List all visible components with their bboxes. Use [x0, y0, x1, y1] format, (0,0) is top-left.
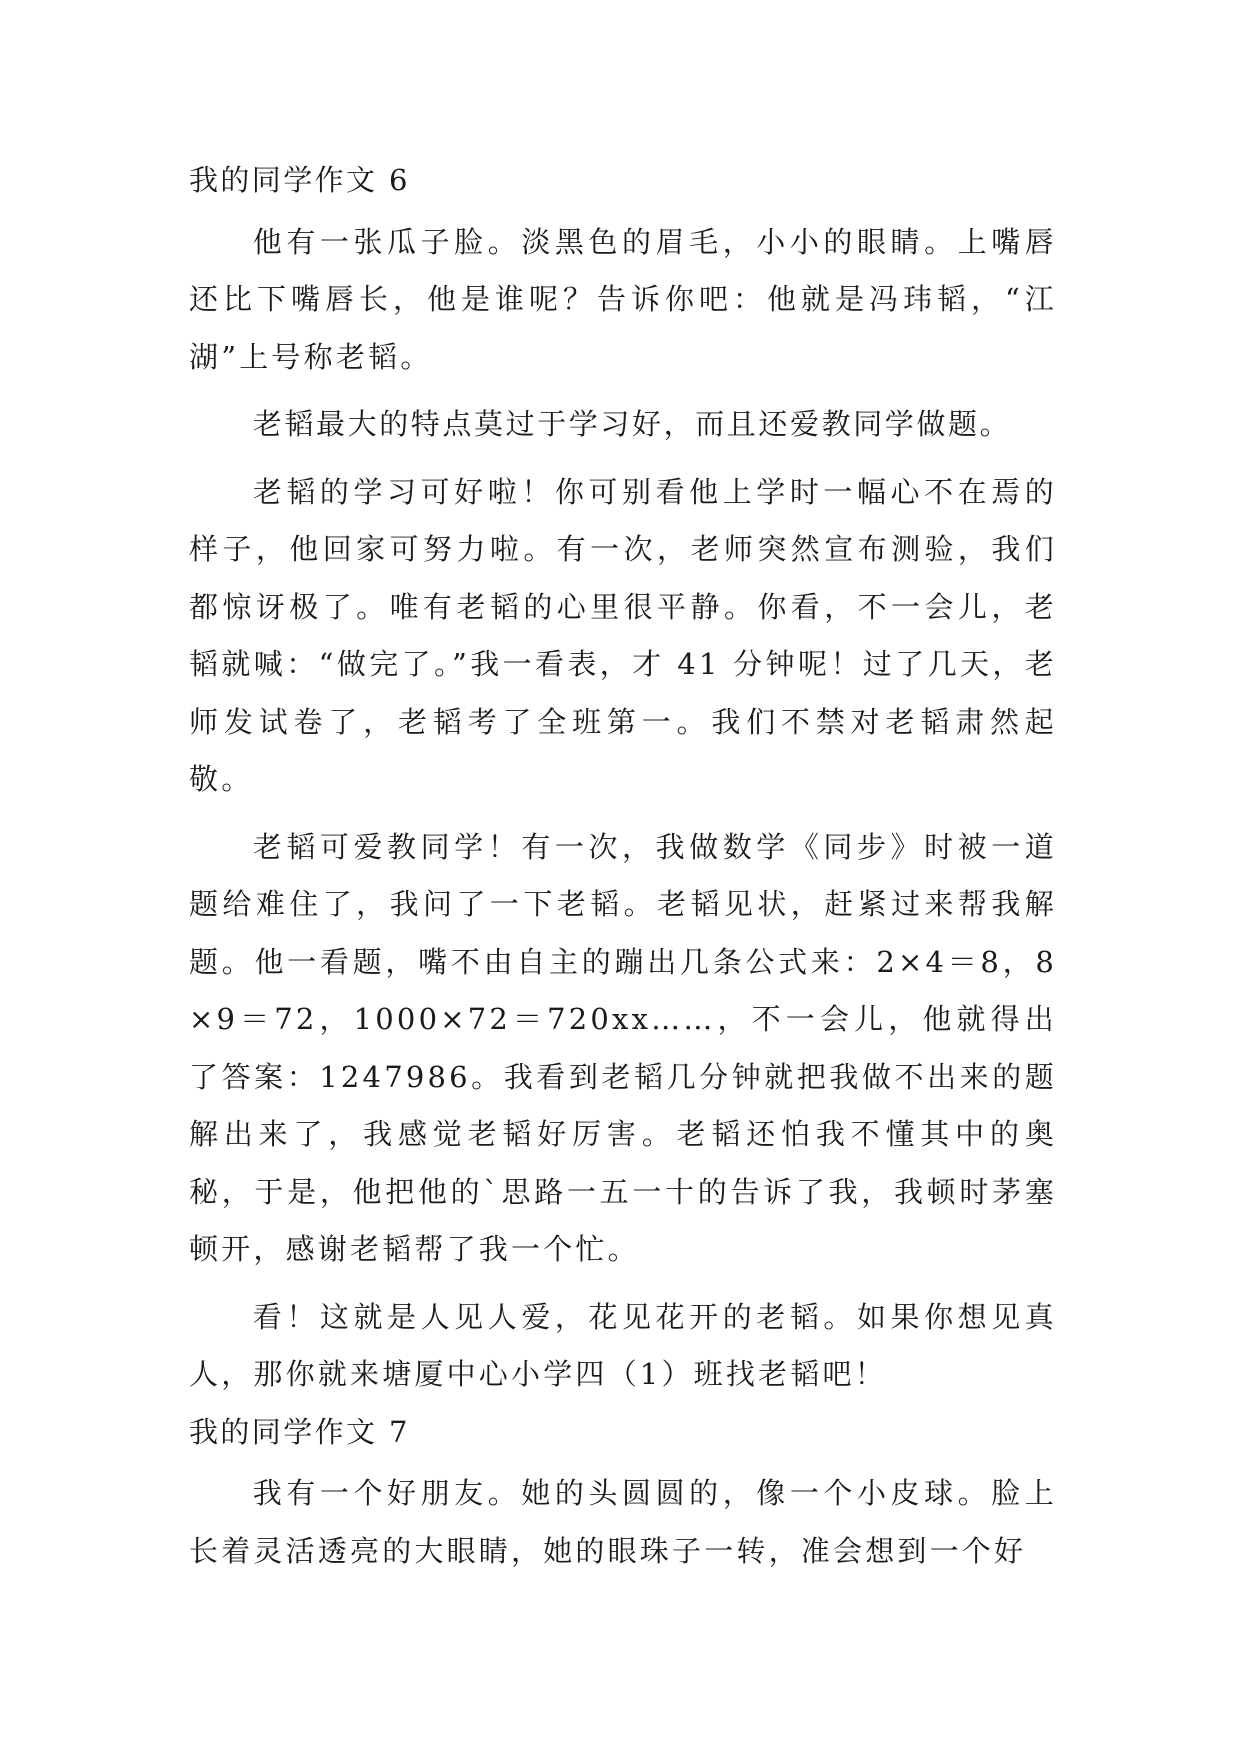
essay-6-paragraph-1: 他有一张瓜子脸。淡黑色的眉毛，小小的眼睛。上嘴唇还比下嘴唇长，他是谁呢？告诉你吧：他就是冯玮韬，“江湖”上号称老韬。	[189, 224, 1057, 374]
essay-heading-7: 我的同学作文 7	[189, 1414, 410, 1449]
essay-content	[189, 152, 1057, 1590]
essay-6-paragraph-4: 老韬可爱教同学！有一次，我做数学《同步》时被一道题给难住了，我问了一下老韬。老韬见状，赶紧过来帮我解题。他一看题，嘴不由自主的蹦出几条公式来：2×4＝8，8×9＝72，1000×72＝720xx……，不一会儿，他就得出了答案：1247986。我看到老韬几分钟就把我做不出来的题解出来了，我感觉老韬好厉害。老韬还怕我不懂其中的奥秘，于是，他把他的`思路一五一十的告诉了我，我顿时茅塞顿开，感谢老韬帮了我一个忙。	[189, 829, 1057, 1266]
essay-heading-6: 我的同学作文 6	[189, 163, 410, 197]
essay-7-paragraph-1: 我有一个好朋友。她的头圆圆的，像一个小皮球。脸上长着灵活透亮的大眼睛，她的眼珠子一转，准会想到一个好	[189, 1476, 1057, 1568]
essay-6-paragraph-2: 老韬最大的特点莫过于学习好，而且还爱教同学做题。	[252, 407, 1012, 441]
essay-6-paragraph-3: 老韬的学习可好啦！你可别看他上学时一幅心不在焉的样子，他回家可努力啦。有一次，老师突然宣布测验，我们都惊讶极了。唯有老韬的心里很平静。你看，不一会儿，老韬就喊：“做完了。”我一看表，才 41 分钟呢！过了几天，老师发试卷了，老韬考了全班第一。我们不禁对老韬肃然起敬。	[189, 474, 1057, 796]
essay-6-paragraph-5: 看！这就是人见人爱，花见花开的老韬。如果你想见真人，那你就来塘厦中心小学四（1）班找老韬吧！	[189, 1299, 1057, 1391]
